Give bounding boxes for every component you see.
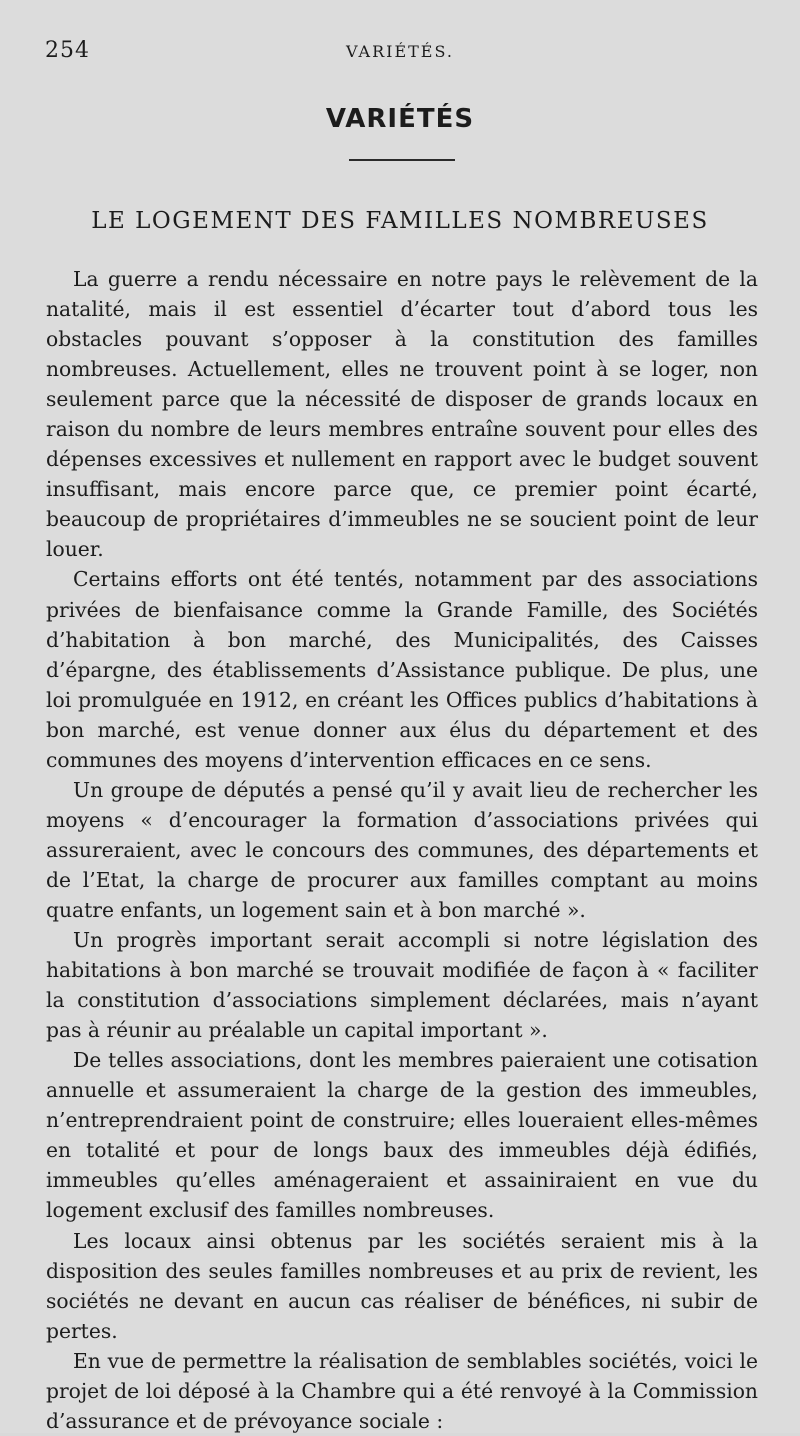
paragraph: La guerre a rendu nécessaire en notre pays le relèvement de la natalité, mais il est essentiel d’écarter tout d’abord tous les obstacles pouvant s’opposer à la constitution des familles nombreuses. Actuellement, elles ne trouvent point à se loger, non seulement parce que la nécessité de disposer de grands locaux en raison du nombre de leurs membres entraîne souvent pour elles des dépenses excessives et nullement en rapport avec le budget souvent insuffisant, mais encore parce que, ce premier point écarté, beaucoup de propriétaires d’immeubles ne se soucient point de leur louer. [46,267,758,562]
section-title: VARIÉTÉS [325,104,475,134]
paragraph: Un progrès important serait accompli si notre législation des habitations à bon marché se trouvait modifiée de façon à « faciliter la constitution d’associations simplement déclarées, mais n’ayant pas à réunir au préalable un capital important ». [46,928,758,1043]
running-header [45,38,755,68]
paragraph: Les locaux ainsi obtenus par les sociétés seraient mis à la disposition des seules familles nombreuses et au prix de revient, les sociétés ne devant en aucun cas réaliser de bénéfices, ni subir de pertes. [46,1228,758,1343]
running-title: VARIÉTÉS. [346,42,454,61]
paragraph: En vue de permettre la réalisation de semblables sociétés, voici le projet de loi déposé à la Chambre qui a été renvoyé à la Commission d’assurance et de prévoyance sociale : [46,1348,758,1433]
paragraph: Un groupe de députés a pensé qu’il y avait lieu de rechercher les moyens « d’encourager la formation d’associations privées qui assureraient, avec le concours des communes, des départements et de l’Etat, la charge de procurer aux familles comptant au moins quatre enfants, un logement sain et à bon marché ». [46,777,758,922]
article-body [46,264,758,1436]
paragraph: De telles associations, dont les membres paieraient une cotisation annuelle et assumeraient la charge de la gestion des immeubles, n’entreprendraient point de construire; elles loueraient elles-mêmes en totalité et pour de longs baux des immeubles déjà édifiés, immeubles qu’elles aménageraient et assainiraient en vue du logement exclusif des familles nombreuses. [46,1048,758,1223]
paragraph: Certains efforts ont été tentés, notamment par des associations privées de bienfaisance comme la Grande Famille, des Sociétés d’habitation à bon marché, des Municipalités, des Caisses d’épargne, des établissements d’Assistance publique. De plus, une loi promulguée en 1912, en créant les Offices publics d’habitations à bon marché, est venue donner aux élus du département et des communes des moyens d’intervention efficaces en ce sens. [46,567,758,772]
title-rule [349,159,455,161]
article-title: LE LOGEMENT DES FAMILLES NOMBREUSES [91,208,709,234]
page-number: 254 [45,38,90,63]
